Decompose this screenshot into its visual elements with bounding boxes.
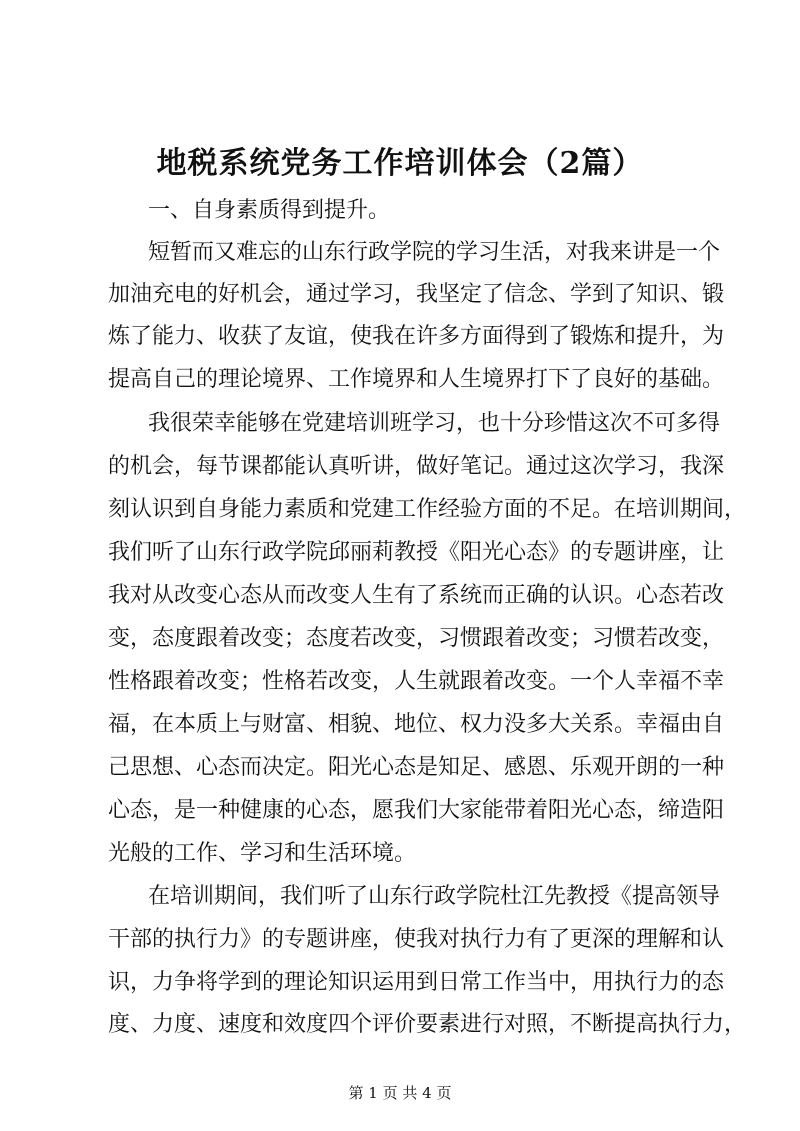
paragraph-line: 一、自身素质得到提升。 <box>148 198 391 223</box>
page-footer: 第 1 页 共 4 页 <box>348 1084 452 1102</box>
paragraph-line: 光般的工作、学习和生活环境。 <box>108 841 417 866</box>
paragraph-line: 我们听了山东行政学院邱丽莉教授《阳光心态》的专题讲座，让 <box>108 540 725 565</box>
paragraph-line: 提高自己的理论境界、工作境界和人生境界打下了良好的基础。 <box>108 367 725 392</box>
paragraph-line: 炼了能力、收获了友谊，使我在许多方面得到了锻炼和提升，为 <box>108 324 725 349</box>
paragraph-line: 我很荣幸能够在党建培训班学习，也十分珍惜这次不可多得 <box>148 411 721 436</box>
paragraph-line: 我对从改变心态从而改变人生有了系统而正确的认识。心态若改 <box>108 583 725 608</box>
paragraph-line: 短暂而又难忘的山东行政学院的学习生活，对我来讲是一个 <box>148 240 721 265</box>
paragraph-line: 干部的执行力》的专题讲座，使我对执行力有了更深的理解和认 <box>108 927 725 952</box>
paragraph-line: 性格跟着改变；性格若改变，人生就跟着改变。一个人幸福不幸 <box>108 669 725 694</box>
paragraph-line: 己思想、心态而决定。阳光心态是知足、感恩、乐观开朗的一种 <box>108 755 725 780</box>
paragraph-line: 的机会，每节课都能认真听讲，做好笔记。通过这次学习，我深 <box>108 454 725 479</box>
paragraph-line: 在培训期间，我们听了山东行政学院杜江先教授《提高领导 <box>148 884 721 909</box>
paragraph-line: 福，在本质上与财富、相貌、地位、权力没多大关系。幸福由自 <box>108 712 725 737</box>
paragraph-line: 心态，是一种健康的心态，愿我们大家能带着阳光心态，缔造阳 <box>108 798 725 823</box>
paragraph-line: 度、力度、速度和效度四个评价要素进行对照，不断提高执行力， <box>108 1012 747 1037</box>
paragraph-line: 刻认识到自身能力素质和党建工作经验方面的不足。在培训期间， <box>108 497 747 522</box>
document-title: 地税系统党务工作培训体会（2篇） <box>156 146 644 181</box>
paragraph-line: 变，态度跟着改变；态度若改变，习惯跟着改变；习惯若改变， <box>108 626 725 651</box>
paragraph-line: 识，力争将学到的理论知识运用到日常工作当中，用执行力的态 <box>108 970 725 995</box>
paragraph-line: 加油充电的好机会，通过学习，我坚定了信念、学到了知识、锻 <box>108 282 725 307</box>
